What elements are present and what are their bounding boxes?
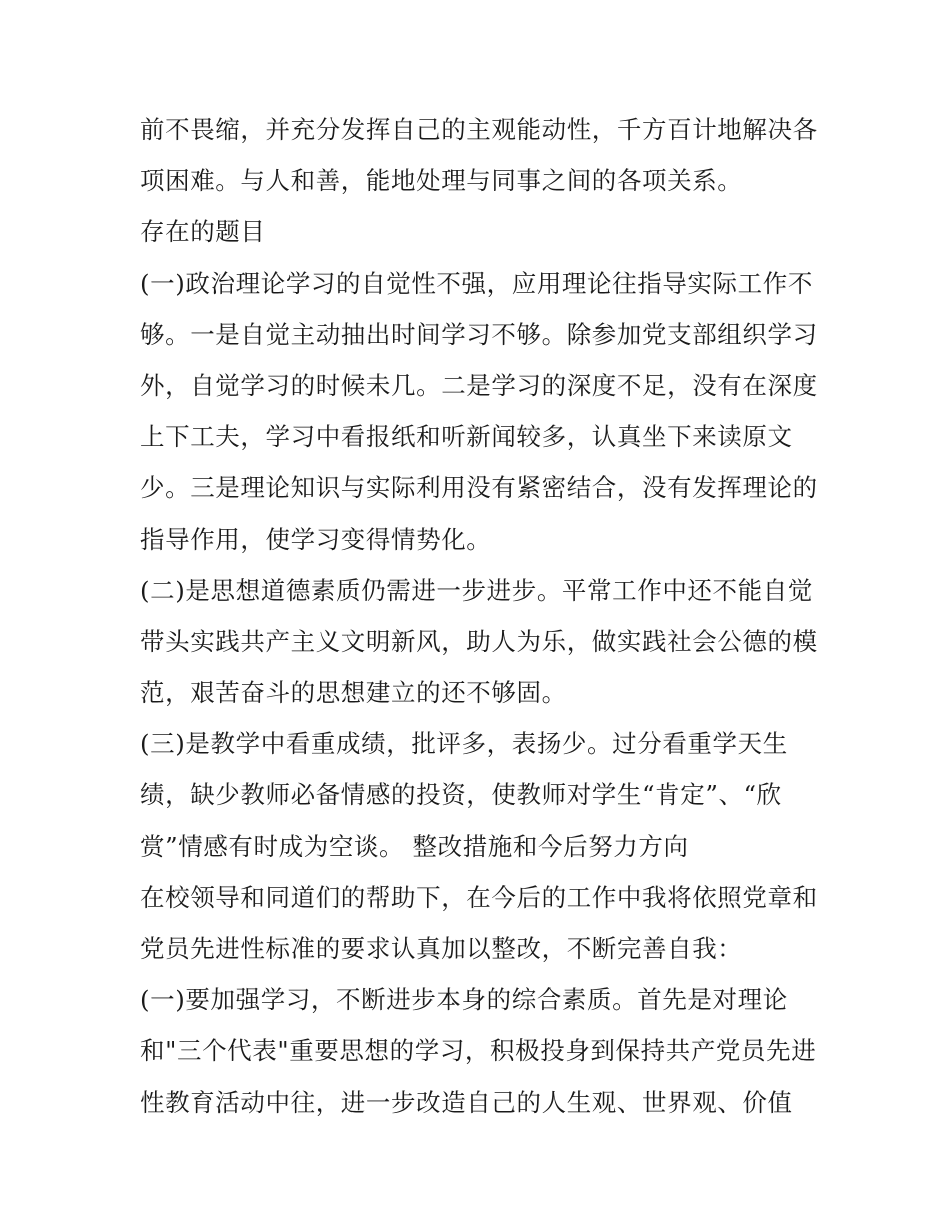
text-line: 指导作用，使学习变得情势化。 <box>140 524 492 554</box>
text-line: 赏”情感有时成为空谈。 整改措施和今后努力方向 <box>140 831 689 861</box>
section-heading: 存在的题目 <box>140 217 266 247</box>
text-line: 党员先进性标准的要求认真加以整改，不断完善自我： <box>140 934 743 963</box>
text-line: 少。三是理论知识与实际利用没有紧密结合，没有发挥理论的 <box>140 473 818 503</box>
text-line: (一)要加强学习，不断进步本身的综合素质。首先是对理论 <box>140 985 788 1015</box>
text-line: 项困难。与人和善，能地处理与同事之间的各项关系。 <box>140 166 743 196</box>
text-line: 在校领导和同道们的帮助下，在今后的工作中我将依照党章和 <box>140 882 818 912</box>
text-line: (三)是教学中看重成绩，批评多，表扬少。过分看重学天生 <box>140 729 788 759</box>
body-text <box>140 104 830 1128</box>
text-line: 外，自觉学习的时候未几。二是学习的深度不足，没有在深度 <box>140 370 818 400</box>
text-line: (一)政治理论学习的自觉性不强，应用理论往指导实际工作不 <box>140 268 813 298</box>
text-line: 够。一是自觉主动抽出时间学习不够。除参加党支部组织学习 <box>140 319 818 349</box>
text-line: 和"三个代表"重要思想的学习，积极投身到保持共产党员先进 <box>140 1036 817 1066</box>
text-line: 前不畏缩，并充分发挥自己的主观能动性，千方百计地解决各 <box>140 115 818 144</box>
text-line: 绩，缺少教师必备情感的投资，使教师对学生“肯定”、“欣 <box>140 780 782 810</box>
text-line: 带头实践共产主义文明新风，助人为乐，做实践社会公德的模 <box>140 626 818 656</box>
text-line: 范，艰苦奋斗的思想建立的还不够固。 <box>140 678 567 708</box>
text-line: (二)是思想道德素质仍需进一步进步。平常工作中还不能自觉 <box>140 575 813 605</box>
text-line: 上下工夫，学习中看报纸和听新闻较多，认真坐下来读原文 <box>140 422 793 452</box>
text-line: 性教育活动中往，进一步改造自己的人生观、世界观、价值 <box>140 1087 793 1117</box>
